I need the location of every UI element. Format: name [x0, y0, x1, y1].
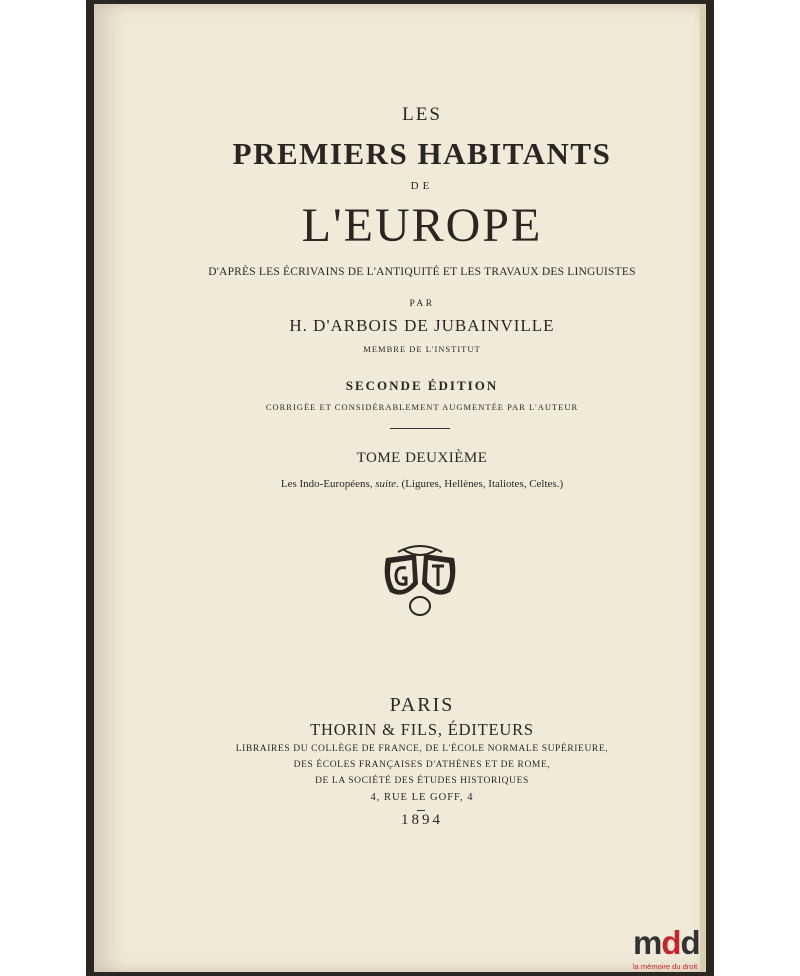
tome-label: TOME DEUXIÈME — [356, 450, 488, 466]
imprint-libraries-line-2: DES ÉCOLES FRANÇAISES D'ATHÈNES ET DE ROME, — [293, 760, 551, 770]
title-page — [94, 4, 706, 972]
page-right-edge — [700, 4, 706, 972]
watermark-tagline: la mémoire du droit — [633, 962, 698, 971]
edition-label: SECONDE ÉDITION — [345, 378, 499, 393]
watermark-mark-d1: d — [661, 924, 681, 961]
divider-rule — [390, 428, 450, 429]
subtitle: D'APRÈS LES ÉCRIVAINS DE L'ANTIQUITÉ ET LES TRAVAUX DES LINGUISTES — [208, 266, 636, 278]
title-page-content — [142, 4, 702, 972]
tome-desc-suite: suite — [375, 478, 397, 490]
title-line-europe: L'EUROPE — [301, 199, 543, 252]
imprint-publisher: THORIN & FILS, ÉDITEURS — [310, 720, 534, 739]
tome-description — [142, 478, 702, 490]
title-line-premiers-habitants: PREMIERS HABITANTS — [232, 136, 612, 171]
imprint-libraries-line-1: LIBRAIRES DU COLLÈGE DE FRANCE, DE L'ÉCOLE NORMALE SUPÉRIEURE, — [235, 744, 609, 754]
watermark-mark-d2: d — [680, 924, 700, 961]
imprint-year: 1894 — [401, 812, 443, 828]
edition-note: CORRIGÉE ET CONSIDÉRABLEMENT AUGMENTÉE PAR L'AUTEUR — [265, 402, 579, 412]
tome-desc-part-a: Les Indo-Européens, — [280, 478, 376, 490]
author-name: H. D'ARBOIS DE JUBAINVILLE — [289, 316, 555, 335]
title-line-de: DE — [410, 180, 434, 192]
watermark-logo — [633, 926, 713, 974]
imprint-libraries-line-3: DE LA SOCIÉTÉ DES ÉTUDES HISTORIQUES — [315, 776, 529, 786]
watermark-mark-m: m — [633, 924, 662, 961]
par-label: PAR — [409, 299, 435, 309]
year-dash — [417, 810, 425, 811]
imprint-address: 4, RUE LE GOFF, 4 — [370, 792, 474, 803]
title-line-les: LES — [402, 104, 442, 125]
tome-desc-part-c: . (Ligures, Hellènes, Italiotes, Celtes.) — [396, 478, 564, 490]
watermark-mark — [633, 926, 700, 960]
author-role: MEMBRE DE L'INSTITUT — [363, 344, 481, 354]
publisher-monogram-emblem — [378, 536, 462, 620]
imprint-city: PARIS — [389, 694, 455, 716]
